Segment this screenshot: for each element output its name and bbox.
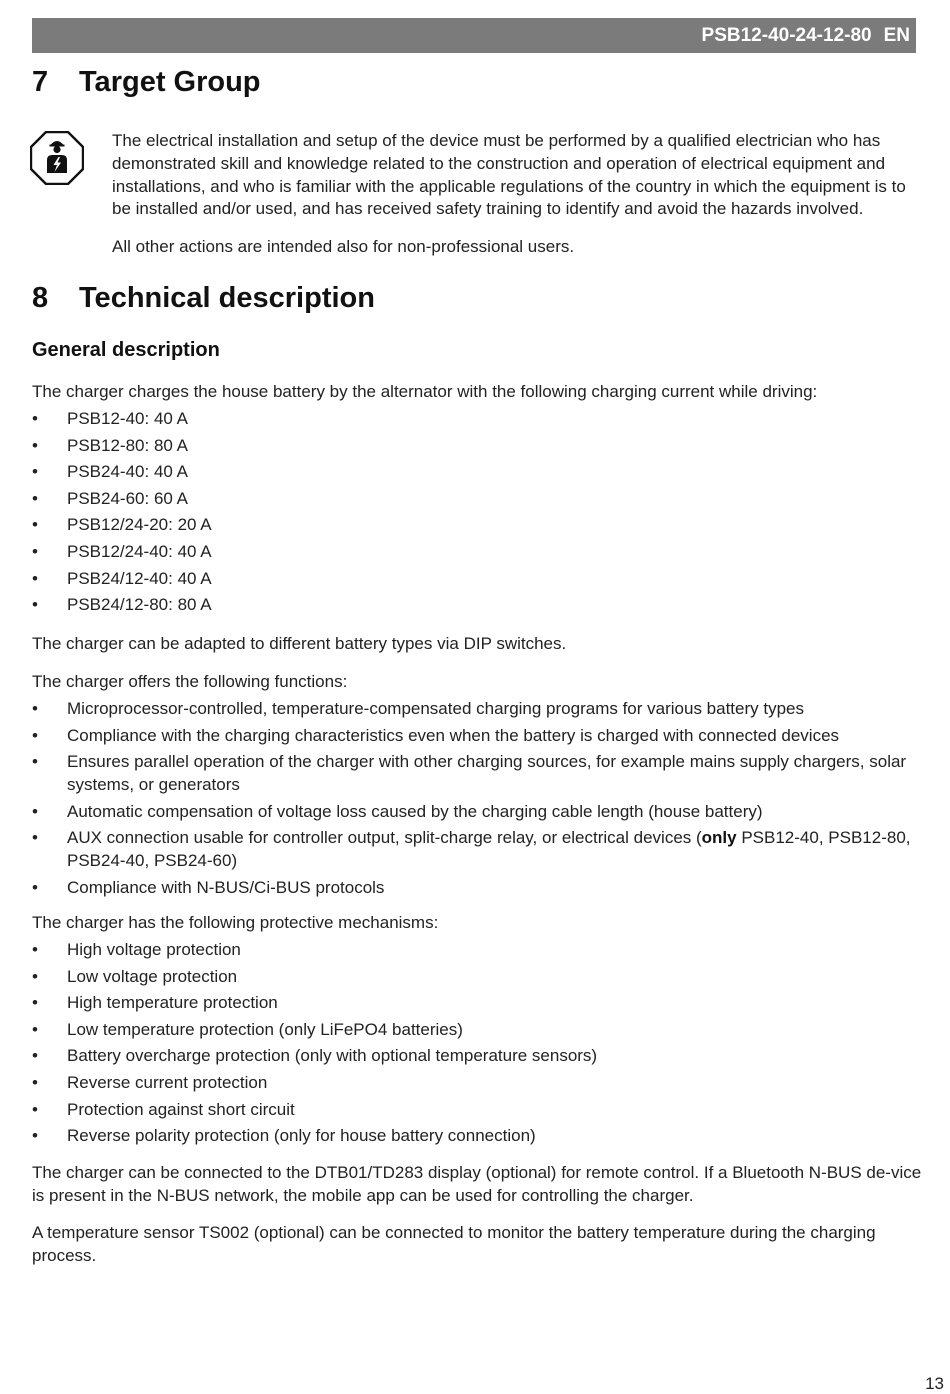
target-group-paragraph-1: The electrical installation and setup of the device must be performed by a qualified electrician who has demonstrated skill and knowledge related to the construction and operation of electrical equipment and installations, and who is familiar with the applicable regulations of the country in which the equipment is to be installed and/or used, and has received safety training to identify and avoid the hazards involved. — [112, 131, 906, 219]
list-item: • Automatic compensation of voltage loss caused by the charging cable length (house battery) — [32, 801, 763, 821]
list-item: • PSB12/24-40: 40 A — [32, 541, 212, 561]
list-item: • Compliance with N-BUS/Ci-BUS protocols — [32, 877, 385, 897]
functions-intro-text: The charger offers the following functions: — [32, 672, 348, 691]
section-8-number: 8 — [32, 282, 49, 314]
protection-intro-text: The charger has the following protective mechanisms: — [32, 913, 439, 932]
section-7-heading — [32, 66, 261, 99]
list-item: • Reverse polarity protection (only for house battery connection) — [32, 1126, 536, 1146]
list-item: • Microprocessor-controlled, temperature-compensated charging programs for various battery types — [32, 699, 804, 718]
page-header-bar — [32, 18, 916, 53]
temperature-sensor-text: A temperature sensor TS002 (optional) can be connected to monitor the battery temperature during the charging process. — [32, 1223, 876, 1265]
list-item: • Protection against short circuit — [32, 1099, 295, 1119]
section-8-heading — [32, 282, 375, 315]
section-8-title: Technical description — [79, 282, 375, 314]
display-control-text: The charger can be connected to the DTB01/TD283 display (optional) for remote control. If a Bluetooth N-BUS de-vice is present in the N-BUS network, the mobile app can be used for controlling the charger. — [32, 1163, 922, 1205]
list-item: • High temperature protection — [32, 993, 278, 1013]
dip-switch-text: The charger can be adapted to different battery types via DIP switches. — [32, 634, 567, 653]
list-item: • Compliance with the charging characteristics even when the battery is charged with connected devices — [32, 725, 840, 745]
charging-intro-text: The charger charges the house battery by the alternator with the following charging current while driving: — [32, 382, 818, 401]
list-item: • PSB24/12-80: 80 A — [32, 595, 212, 615]
electrician-icon — [30, 131, 84, 185]
list-item: • AUX connection usable for controller output, split-charge relay, or electrical devices (only PSB12-40, PSB12-80, PSB24-40, PSB24-60) — [32, 828, 911, 870]
page-number: 13 — [925, 1374, 944, 1393]
section-7-title: Target Group — [79, 66, 261, 98]
charging-current-list — [32, 408, 922, 621]
list-item: • PSB24/12-40: 40 A — [32, 568, 212, 588]
list-item: • Battery overcharge protection (only with optional temperature sensors) — [32, 1046, 598, 1066]
list-item: • PSB12/24-20: 20 A — [32, 515, 212, 535]
protection-list — [32, 939, 922, 1152]
section-7-number: 7 — [32, 66, 49, 98]
functions-list — [32, 698, 922, 903]
list-item: • PSB24-40: 40 A — [32, 462, 188, 482]
general-description-heading: General description — [32, 339, 220, 361]
list-item: • Low temperature protection (only LiFePO4 batteries) — [32, 1019, 463, 1039]
list-item: • Low voltage protection — [32, 966, 238, 986]
list-item: • PSB12-40: 40 A — [32, 409, 188, 428]
only-emphasis: only — [701, 828, 737, 848]
list-item: • PSB24-60: 60 A — [32, 488, 188, 508]
header-language: EN — [883, 24, 910, 46]
list-item: • High voltage protection — [32, 940, 241, 959]
header-model: PSB12-40-24-12-80 — [701, 24, 872, 46]
list-item: • Ensures parallel operation of the charger with other charging sources, for example mains supply chargers, solar systems, or generators — [32, 752, 907, 794]
list-item: • Reverse current protection — [32, 1072, 268, 1092]
list-item: • PSB12-80: 80 A — [32, 435, 188, 455]
target-group-paragraph-2: All other actions are intended also for non-professional users. — [112, 237, 575, 256]
